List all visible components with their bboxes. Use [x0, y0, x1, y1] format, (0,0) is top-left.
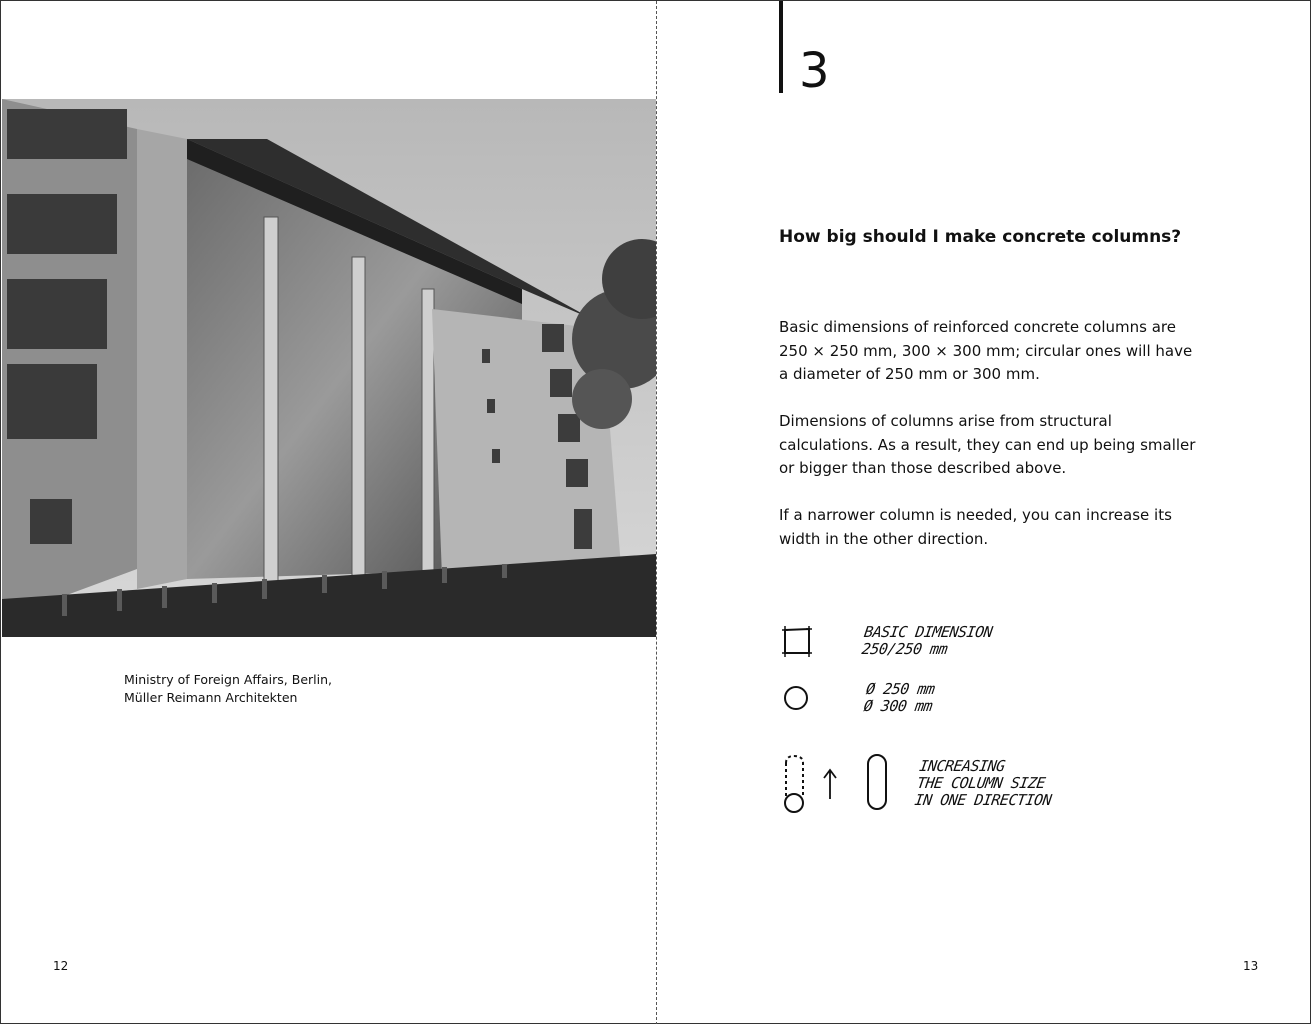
square-column-sketch-icon: [779, 623, 815, 659]
page-number-left: 12: [53, 959, 69, 973]
building-photo-illustration: [2, 99, 656, 637]
body-text: [779, 316, 1199, 575]
paragraph: Basic dimensions of reinforced concrete columns are 250 × 250 mm, 300 × 300 mm; circular ones will have a diameter of 250 mm or 300 mm.: [779, 318, 1193, 383]
chapter-number: 3: [799, 43, 830, 99]
page-number-right: 13: [1243, 959, 1259, 973]
square-sketch-note: [861, 624, 994, 658]
photo-caption: [124, 671, 332, 707]
building-photo: [2, 99, 656, 637]
elongated-note-line-1: INCREASING: [918, 757, 1007, 775]
square-note-line-2: 250/250 mm: [860, 640, 949, 658]
circle-note-line-2: Ø 300 mm: [862, 697, 934, 715]
circular-column-sketch-icon: [781, 683, 811, 713]
circle-note-line-1: Ø 250 mm: [865, 680, 936, 698]
chapter-marker-bar: [779, 1, 783, 93]
elongated-column-sketch-icon: [779, 753, 899, 817]
paragraph: Dimensions of columns arise from structural calculations. As a result, they can end up being smaller or bigger than those described above.: [779, 412, 1196, 477]
section-heading: How big should I make concrete columns?: [779, 227, 1182, 247]
paragraph: If a narrower column is needed, you can increase its width in the other direction.: [779, 506, 1172, 548]
elongated-sketch-note: [913, 758, 1057, 809]
elongated-note-line-2: THE COLUMN SIZE: [915, 774, 1047, 792]
page-gutter-divider: [656, 1, 657, 1024]
caption-line-2: Müller Reimann Architekten: [124, 690, 298, 705]
elongated-note-line-3: IN ONE DIRECTION: [913, 791, 1053, 809]
caption-line-1: Ministry of Foreign Affairs, Berlin,: [124, 672, 332, 687]
square-note-line-1: BASIC DIMENSION: [863, 623, 994, 641]
circle-sketch-note: [863, 681, 936, 715]
